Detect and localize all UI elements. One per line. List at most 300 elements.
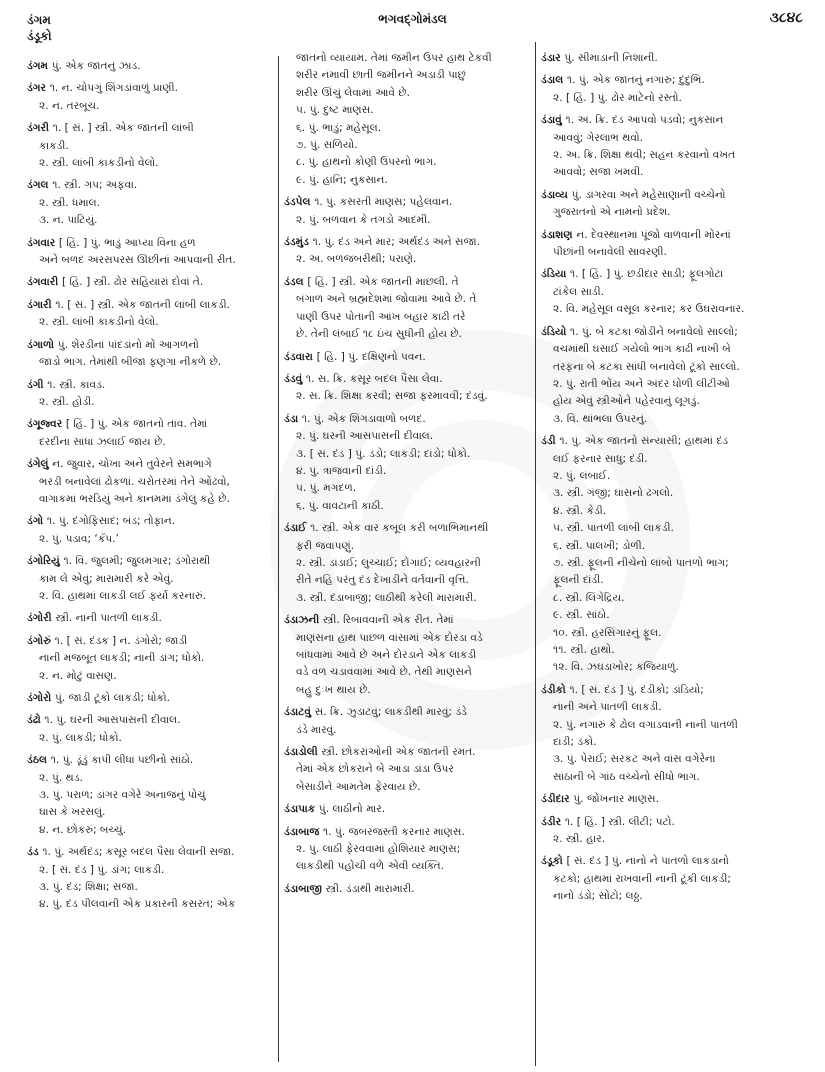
dictionary-entry	[27, 752, 272, 839]
definition-text: તરફના બે કટકા સાંધી બનાવેલો ટૂંકો સાલ્લો.	[553, 360, 740, 373]
headword: ડંડાડોલી	[284, 746, 322, 759]
entry-line	[27, 138, 272, 155]
definition-text: ૧. પું. એક શિંગડાવાળો બળદ.	[301, 412, 426, 425]
entry-line	[541, 751, 803, 768]
definition-text: [ હિં. ] સ્ત્રી. ઢોર સહિયારાં દોવાં તે.	[61, 276, 204, 289]
definition-text: સ્ત્રી. ડંડાથી મારામારી.	[325, 882, 415, 895]
dictionary-entry	[27, 456, 272, 508]
definition-text: વડે વળ ચડાવવામાં આવે છે. તેથી માણસને	[296, 666, 472, 679]
entry-line	[27, 212, 272, 229]
dictionary-entry	[541, 72, 803, 107]
headword: ડંડાઝની	[284, 614, 323, 627]
entry-line	[27, 354, 272, 371]
definition-text: ૨. [ હિં. ] પું. ઢોર માટેનો રસ્તો.	[553, 91, 682, 104]
definition-text: સ્ત્રી. છોકરાંઓની એક જાતની રમત.	[321, 746, 476, 759]
entry-line	[284, 682, 529, 699]
definition-text: ૧. પું. એક જાતનો સંન્યાસી; હાથમાં દંડ	[559, 435, 729, 448]
definition-text: ૪. પું. દંડ પીલવાની એક પ્રકારની કસરત; એક	[39, 898, 236, 911]
definition-text: માણસના હાથ પાછળ વાંસામાં એક દોરડા વડે	[296, 631, 483, 644]
definition-text: ૧. [ હિં. ] પું. છડીદાર સાડી; ફૂલગોટા	[570, 268, 724, 281]
entry-line	[541, 341, 803, 358]
guide-word-first: ડંગમ	[27, 13, 51, 27]
headword: ડંગરી	[27, 122, 53, 135]
definition-text: ૨. પું. લંબાઈ.	[553, 469, 611, 482]
entry-line	[27, 155, 272, 172]
definition-text: ૫. સ્ત્રી. પાતળી લાંબી લાકડી.	[553, 522, 674, 535]
dictionary-entry	[27, 120, 272, 172]
dictionary-entry	[27, 513, 272, 548]
definition-text: આવવો; સજા ખમવી.	[553, 166, 644, 179]
definition-text: ૧. અ. ક્રિ. દંડ આપવો પડવો; નુકસાન	[565, 114, 724, 127]
definition-text: વચમાંથી ઘસાઈ ગયેલો ભાગ કાઢી નાખી બે	[553, 343, 731, 356]
definition-text: ૩. ન. પાટિયું.	[39, 214, 98, 227]
dictionary-entry	[541, 791, 803, 808]
headword: ડંગવારી	[27, 276, 62, 289]
headword: ડંગો	[27, 515, 47, 528]
definition-text: દાંડી; ડંકો.	[553, 736, 597, 749]
entry-line	[27, 690, 272, 707]
entry-line	[541, 659, 803, 676]
dictionary-entry	[284, 411, 529, 515]
definition-text: ૨. અ. બળજબરીથી; પરાણે.	[296, 253, 417, 266]
definition-text: ૧. [ સં. દંડક ] ન. ડંગોરો; જાડી	[54, 634, 188, 647]
entry-line	[284, 120, 529, 137]
definition-text: કાકડી.	[39, 139, 69, 152]
entry-line	[284, 172, 529, 189]
entry-line	[284, 463, 529, 480]
headword: ડંડલ	[284, 275, 308, 288]
headword: ડંડવું	[284, 372, 306, 385]
entry-line	[541, 769, 803, 786]
entry-line	[27, 337, 272, 354]
definition-text: ૧. સ્ત્રી. ગપ; અફવા.	[52, 179, 138, 192]
definition-text: ૨. સ્ત્રી. લાંબી કાકડીનો વેલો.	[39, 157, 159, 170]
entry-line	[284, 326, 529, 343]
definition-text: [ સં. દંડ ] પું. નાનો ને પાતળો લાકડાનો	[566, 855, 729, 868]
headword: ડંડાટવું	[284, 706, 315, 719]
definition-text: આવવું; ગેરલાભ થવો.	[553, 131, 644, 144]
definition-text: ૧. [ સં. ] સ્ત્રી. એક જાતની લાંબી	[52, 122, 194, 135]
entry-line	[284, 538, 529, 555]
definition-text: ૨. પું. થડ.	[39, 771, 83, 784]
entry-line	[284, 498, 529, 515]
definition-text: વાગાકમાં ભરડિયું અને કાનમમાં ડંગેલું કહે છે.	[39, 492, 230, 505]
column-divider-1	[278, 56, 279, 1062]
entry-line	[284, 881, 529, 898]
headword: ડંગી	[27, 378, 48, 391]
definition-text: ૧. પું. ડૂંડું કાપી લીધા પછીનો સાંઠો.	[50, 754, 194, 767]
definition-text: બેસાડીને આમતેમ ફેરવાય છે.	[296, 780, 421, 793]
definition-text: ૩. પું. પરાળ; ડાંગર વગેરે અનાજનું પોચું	[39, 789, 206, 802]
entry-line	[284, 212, 529, 229]
dictionary-entry	[27, 633, 272, 685]
entry-line	[284, 251, 529, 268]
definition-text: રીતે નહિ પરંતુ દંડ દેખાડીને વર્તવાની વૃત્તિ.	[296, 574, 469, 587]
definition-text: ન. જુવાર, ચોખા અને તુવેરને સમભાગે	[52, 458, 212, 471]
headword: ડંગોરિયું	[27, 555, 64, 568]
dictionary-entry	[27, 553, 272, 605]
definition-text: ૮. પું. હાથનો કોણી ઉપરનો ભાગ.	[296, 156, 437, 169]
definition-text: પું. શેરડીનાં પાંદડાંનો મોં આગળનો	[57, 338, 199, 351]
entry-line	[541, 734, 803, 751]
headword: ડંગાળો	[27, 338, 58, 351]
entry-line	[541, 90, 803, 107]
definition-text: ૬. સ્ત્રી. પાલખી; ડોળી.	[553, 539, 646, 552]
entry-line	[284, 779, 529, 796]
definition-text: લાકડીથી પહોંચી વળે એવી વ્યક્તિ.	[296, 860, 444, 873]
definition-text: ૧. પું. કસરતી માણસ; પહેલવાન.	[314, 196, 453, 209]
entry-line	[284, 841, 529, 858]
definition-text: ૧૦. સ્ત્રી. હરસિંગારનું ફૂલ.	[553, 626, 662, 639]
definition-text: ૧. પું. અર્થદંડ; કસૂર બદલ પૈસા લેવાની સજા.	[42, 846, 235, 859]
definition-text: ૧. [ સં. દંડ ] પું. દંડીકો; ડાંડિયો;	[569, 683, 704, 696]
entry-line	[541, 572, 803, 589]
definition-text: ૧. પું. જબરજસ્તી કરનાર માણસ.	[323, 825, 465, 838]
definition-text: ૩. [ સં. દંડ ] પું. ડંડો; લાકડી; દાંડો; ધોકો.	[296, 447, 471, 460]
entry-line	[27, 235, 272, 252]
entry-line	[27, 588, 272, 605]
definition-text: ૨. પું. લાકડી; ધોકો.	[39, 731, 122, 744]
definition-text: ૧. પું. દંગોફિસાદ; બંડ; તોફાન.	[46, 515, 176, 528]
dictionary-entry	[541, 187, 803, 222]
definition-text: ભરડી બનાવેલાં ઢોકળાં. ચરોતરમાં તેને ઓંઢવો,	[39, 475, 230, 488]
entry-line	[27, 416, 272, 433]
entry-line	[27, 862, 272, 879]
definition-text: સ્ત્રી. નાની પાતળી લાકડી.	[55, 612, 162, 625]
entry-line	[284, 722, 529, 739]
definition-text: ન. દેવસ્થાનમાં પૂંજો વાળવાની મોરનાં	[576, 228, 731, 241]
entry-line	[27, 377, 272, 394]
dictionary-entry	[284, 50, 529, 189]
headword: ડંગેલું	[27, 458, 53, 471]
entry-line	[284, 428, 529, 445]
definition-text: કામ લે એવું; મારામારી કરે એવું.	[39, 572, 174, 585]
headword: ડંડૂકો	[541, 855, 567, 868]
page-header	[0, 0, 825, 46]
headword: ડંગોરી	[27, 612, 56, 625]
entry-line	[27, 456, 272, 473]
definition-text: ટાંકેલ સાડી.	[553, 285, 605, 298]
headword: ડંડાશણ	[541, 228, 577, 241]
entry-line	[541, 164, 803, 181]
definition-text: ૧. સ. ક્રિ. કસૂર બદલ પૈસા લેવા.	[305, 372, 443, 385]
entry-line	[27, 274, 272, 291]
headword: ડંડાર	[541, 52, 565, 64]
entry-line	[27, 80, 272, 97]
definition-text: બાંધવામાં આવે છે અને દોરડાને એક લાકડી	[296, 649, 477, 661]
entry-line	[27, 844, 272, 861]
entry-line	[284, 704, 529, 721]
entry-line	[27, 434, 272, 451]
dictionary-entry	[541, 324, 803, 428]
definition-text: [ હિં. ] પું. ભાડું આપ્યા વિના હળ	[58, 236, 196, 249]
definition-text: પું. સીમાડાની નિશાની.	[564, 52, 658, 64]
definition-text: પું. જાડી ટૂંકો લાકડી; ધોકો.	[55, 692, 170, 704]
headword: ડંગોરું	[27, 634, 55, 647]
entry-line	[284, 411, 529, 428]
definition-text: ૪. સ્ત્રી. કેડી.	[553, 504, 607, 517]
dictionary-title: ભગવદ્ગોમંડલ	[378, 12, 447, 26]
entry-line	[284, 612, 529, 629]
dictionary-entry	[541, 682, 803, 786]
entry-line	[27, 896, 272, 913]
definition-text: ૨. વિ. મહેસૂલ વસૂલ કરનાર; કર ઉઘરાવનાર.	[553, 303, 745, 316]
definition-text: ૨. પું. બળવાન કે તગડો આદમી.	[296, 213, 431, 226]
headword: ડંગર	[27, 82, 50, 95]
headword: ડંડાઈ	[284, 522, 311, 535]
entry-line	[27, 650, 272, 667]
entry-line	[284, 85, 529, 102]
entry-line	[541, 520, 803, 537]
headword: ડંડિયા	[541, 268, 570, 281]
definition-text: ૨. સ્ત્રી. લાંબી કાકડીનો વેલો.	[39, 316, 159, 329]
entry-line	[541, 451, 803, 468]
entry-line	[541, 538, 803, 555]
entry-line	[541, 244, 803, 261]
definition-text: પીછાંની બનાવેલી સાવરણી.	[553, 246, 667, 259]
dictionary-entry	[27, 297, 272, 332]
definition-text: ૧૧. સ્ત્રી. હાથો.	[553, 644, 615, 656]
entry-line	[541, 590, 803, 607]
entry-line	[284, 761, 529, 778]
entry-line	[27, 195, 272, 212]
entry-line	[27, 297, 272, 314]
entry-line	[284, 274, 529, 291]
definition-text: ૧. સ્ત્રી. એક વાર કબૂલ કરી બળાભિમાનથી	[310, 522, 489, 535]
headword: ડંડિયો	[541, 325, 571, 338]
dictionary-entry	[27, 712, 272, 747]
definition-text: સ. ક્રિ. ઝુડાટવું; લાકડીથી મારવું; ડંડે	[314, 706, 468, 719]
dictionary-entry	[284, 349, 529, 366]
definition-text: પાણી ઉપર પોતાની આંખ બહાર કાઢી તરે	[296, 310, 466, 323]
entry-line	[541, 72, 803, 89]
entry-line	[284, 664, 529, 681]
entry-line	[284, 388, 529, 405]
entry-line	[541, 503, 803, 520]
entry-line	[27, 513, 272, 530]
headword: ડંડ	[27, 846, 43, 859]
entry-line	[541, 284, 803, 301]
headword: ડંડાપાક	[284, 803, 319, 816]
definition-text: ૫. પું. મગદળ.	[296, 482, 357, 495]
headword: ડંગમ	[27, 60, 52, 72]
definition-text: ૨. પું. રાતી ભોંય અને અંદર ધોળી લીટીઓ	[553, 377, 730, 390]
dictionary-entry	[27, 377, 272, 412]
dictionary-entry	[27, 690, 272, 707]
definition-text: ઘાસ કે ખરસલું.	[39, 806, 106, 819]
dictionary-entry	[284, 612, 529, 699]
entry-line	[284, 520, 529, 537]
entry-line	[284, 647, 529, 664]
headword: ડંઠલ	[27, 754, 51, 767]
definition-text: નાની મજબૂત લાકડી; નાની ડાંગ; ધોકો.	[39, 652, 205, 665]
definition-text: ૯. સ્ત્રી. સાંઠો.	[553, 609, 610, 622]
dictionary-entry	[284, 274, 529, 344]
definition-text: ૨. [ સં. દંડ ] પું. ડાંગ; લાકડી.	[39, 863, 165, 876]
definition-text: [ હિં. ] સ્ત્રી. એક જાતની માછલી. તે	[307, 275, 459, 288]
entry-line	[27, 804, 272, 821]
entry-line	[284, 590, 529, 607]
headword: ડંગલ	[27, 179, 53, 192]
definition-text: લઈ ફરનાર સાધુ; દંડી.	[553, 452, 648, 465]
definition-text: ૮. સ્ત્રી. લિંગેંદ્રિય.	[553, 591, 625, 604]
entry-line	[541, 301, 803, 318]
entry-line	[284, 744, 529, 761]
headword: ડંડી	[541, 435, 560, 448]
definition-text: ૨. પું. નગારું કે ઢોલ વગાડવાની નાની પાતળી	[553, 718, 738, 731]
entry-line	[27, 58, 272, 75]
headword: ડંડમુંડ	[284, 236, 313, 249]
dictionary-entry	[27, 235, 272, 270]
definition-text: ૨. વિ. હાથમાં લાકડી લઈ ફર્યા કરનારું.	[39, 589, 207, 602]
definition-text: ૩. પું. દંડ; શિક્ષા; સજા.	[39, 881, 138, 894]
headword: ડંડીદાર	[541, 793, 574, 806]
definition-text: ૨. સ. ક્રિ. શિક્ષા કરવી; સજા ફરમાવવી; દંડવું.	[296, 390, 488, 403]
entry-line	[541, 871, 803, 888]
entry-line	[541, 359, 803, 376]
definition-text: ૧. પું. ઘરની આસપાસની દીવાલ.	[44, 714, 181, 727]
entry-line	[284, 234, 529, 251]
entry-line	[541, 791, 803, 808]
definition-text: ૨. સ્ત્રી. હોડી.	[39, 395, 95, 408]
definition-text: છે. તેની લંબાઈ ૧૮ ઇંચ સુધીની હોય છે.	[296, 328, 462, 341]
definition-text: ૨. ન. તરબૂચ.	[39, 99, 100, 112]
headword: ડંગૂજ્વર	[27, 418, 66, 431]
entry-line	[27, 394, 272, 411]
definition-text: [ હિં. ] પું. એક જાતનો તાવ. તેમાં	[65, 418, 208, 431]
definition-text: સ્ત્રી. રિબાવવાની એક રીત. તેમાં	[322, 614, 454, 627]
guide-word-last: ડંડૂકો	[27, 29, 52, 43]
definition-text: પું. એક જાતનું ઝાડ.	[51, 60, 141, 72]
dictionary-entry	[284, 194, 529, 229]
dictionary-entry	[541, 227, 803, 262]
entry-line	[27, 633, 272, 650]
definition-text: જાડો ભાગ. તેમાંથી બીજા ફણગા નીકળે છે.	[39, 356, 222, 369]
entry-line	[541, 393, 803, 410]
entry-line	[27, 252, 272, 269]
dictionary-entry	[541, 814, 803, 849]
headword: ડંડા	[284, 412, 302, 425]
definition-text: બંગાળ અને બ્રહ્મદેશમાં જોવામાં આવે છે. તે	[296, 293, 477, 306]
definition-text: [ હિં. ] પું. દક્ષિણનો પવન.	[316, 350, 426, 363]
entry-line	[541, 717, 803, 734]
entry-line	[284, 291, 529, 308]
definition-text: દરદીના સાંધા ઝલાઈ જાય છે.	[39, 435, 166, 448]
dictionary-entry	[284, 234, 529, 269]
entry-line	[27, 668, 272, 685]
definition-text: ૨. અ. ક્રિ. શિક્ષા થવી; સહન કરવાનો વખત	[553, 149, 736, 162]
headword: ડંઢો	[27, 714, 45, 727]
dictionary-column-1	[27, 58, 272, 919]
definition-text: ૪. પું. ત્રાજવાની દાંડી.	[296, 464, 387, 477]
definition-text: કટકો; હાથમાં રાખવાની નાની ટૂંકી લાકડી;	[553, 872, 731, 885]
entry-line	[541, 411, 803, 428]
dictionary-entry	[27, 844, 272, 914]
headword: ડંગવાર	[27, 236, 59, 249]
definition-text: અને બળદ અરસપરસ ઊછીનાં આપવાની રીત.	[39, 254, 236, 267]
entry-line	[284, 154, 529, 171]
entry-line	[541, 376, 803, 393]
definition-text: ૧. [ સં. ] સ્ત્રી. એક જાતની લાંબી લાકડી.	[55, 298, 231, 311]
headword: ડંગારી	[27, 298, 56, 311]
entry-line	[541, 130, 803, 147]
definition-text: ડંડે મારવું.	[296, 723, 337, 736]
headword: ડંડાબાજ	[284, 825, 324, 838]
dictionary-entry	[284, 704, 529, 739]
entry-line	[284, 371, 529, 388]
entry-line	[541, 468, 803, 485]
entry-line	[284, 349, 529, 366]
dictionary-entry	[284, 744, 529, 796]
entry-line	[27, 879, 272, 896]
headword: ડંડીર	[541, 815, 565, 828]
dictionary-entry	[541, 266, 803, 318]
definition-text: ૨. સ્ત્રી. ડાંડાઈ; લુચ્ચાઈ; દોંગાઈ; વ્યવહારની	[296, 556, 481, 569]
dictionary-entry	[541, 853, 803, 905]
dictionary-column-2	[284, 50, 529, 903]
headword: ડંગોરો	[27, 692, 56, 704]
definition-text: બહુ દુઃખ થાય છે.	[296, 683, 371, 696]
entry-line	[541, 187, 803, 204]
entry-line	[541, 682, 803, 699]
entry-line	[27, 770, 272, 787]
entry-line	[284, 630, 529, 647]
entry-line	[27, 491, 272, 508]
entry-line	[27, 787, 272, 804]
definition-text: ૧૨. વિ. ઝઘડાખોર; કજિયાળું.	[553, 661, 679, 674]
entry-line	[27, 98, 272, 115]
dictionary-entry	[27, 337, 272, 372]
entry-line	[27, 610, 272, 627]
entry-line	[284, 824, 529, 841]
definition-text: ફૂલની દાંડી.	[553, 574, 604, 587]
entry-line	[27, 571, 272, 588]
dictionary-entry	[284, 371, 529, 406]
entry-line	[284, 801, 529, 818]
definition-text: ૨. સ્ત્રી. ધમાલ.	[39, 196, 100, 209]
entry-line	[541, 642, 803, 659]
entry-line	[541, 204, 803, 221]
entry-line	[541, 699, 803, 716]
definition-text: ૪. ન. છોકરું; બચ્ચું.	[39, 823, 126, 836]
definition-text: ૩. પું. પેરાઈ; સરકટ અને વાંસ વગેરેના	[553, 753, 716, 766]
definition-text: ૭. પું. સળિયો.	[296, 139, 358, 152]
definition-text: ૧. [ હિં. ] સ્ત્રી. લીટી; પટો.	[564, 815, 675, 828]
entry-line	[284, 572, 529, 589]
dictionary-entry	[27, 80, 272, 115]
definition-text: ૩. સ્ત્રી. ગંજી; ઘાસનો ઢગલો.	[553, 487, 674, 500]
definition-text: ૨. પું. લાઠી ફેરવવામાં હોશિયાર માણસ;	[296, 843, 461, 856]
dictionary-entry	[27, 274, 272, 291]
definition-text: હોય એવું સ્ત્રીઓને પહેરવાનું લૂગડું.	[553, 395, 700, 408]
dictionary-entry	[284, 801, 529, 818]
definition-text: ૧. પું. બે કટકા જોડીને બનાવેલો સાલ્લો;	[570, 325, 738, 338]
headword: ડંડાલ	[541, 74, 567, 87]
definition-text: ૫. પું. દુષ્ટ માણસ.	[296, 104, 374, 117]
entry-line	[541, 555, 803, 572]
definition-text: ૩. સ્ત્રી. દંડાબાજી; લાઠીથી કરેલી મારામારી.	[296, 591, 477, 604]
headword: ડંડીકો	[541, 683, 570, 696]
definition-text: તેમાં એક છોકરાને બે આડા ડાંડા ઉપર	[296, 763, 454, 776]
definition-text: ૧. પું. દંડ અને માર; અર્થદંડ અને સજા.	[312, 236, 481, 249]
definition-text: ૧. ન. ચોપગું શિંગડાંવાળું પ્રાણી.	[49, 82, 179, 95]
entry-line	[284, 446, 529, 463]
entry-line	[284, 102, 529, 119]
definition-text: સાંઠાની બે ગાંઠ વચ્ચેનો સીધો ભાગ.	[553, 770, 700, 783]
entry-line	[284, 137, 529, 154]
definition-text: નાની અને પાતળી લાકડી.	[553, 701, 662, 714]
dictionary-entry	[541, 50, 803, 67]
